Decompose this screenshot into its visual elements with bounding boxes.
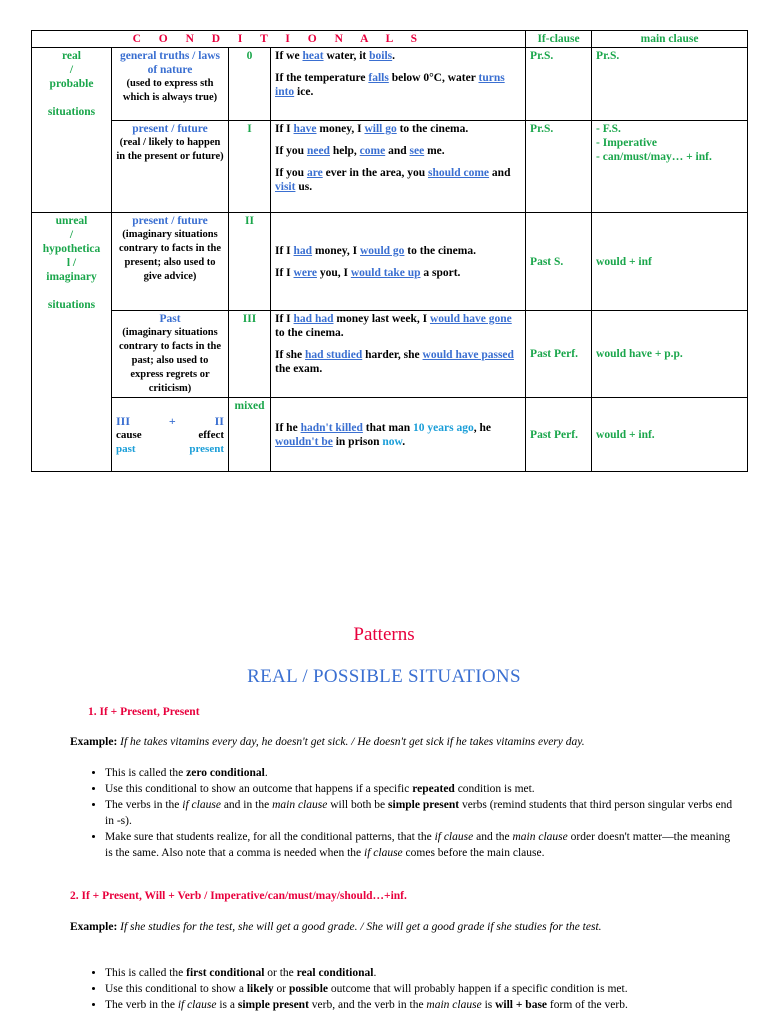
patterns-title: Patterns (353, 624, 415, 645)
table-row (32, 121, 748, 213)
table-header-row (32, 31, 748, 48)
example-sentence: If you need help, come and see me. (275, 145, 445, 157)
example-sentence: If I had had money last week, I would have gone to the cinema. (275, 313, 512, 339)
pattern-2-example: Example: If she studies for the test, she will get a good grade. / She will get a good grade if she studies for the test. (70, 921, 602, 933)
conditional-type: III (229, 311, 271, 398)
table-row (32, 398, 748, 472)
example-sentence: If I had money, I would go to the cinema. (275, 244, 476, 257)
category-cell: present / future (real / likely to happen in the present or future) (112, 121, 229, 213)
pattern-1-example: Example: If he takes vitamins every day, he doesn't get sick. / He doesn't get sick if he takes vitamins every day. (70, 736, 585, 748)
example-sentence: If she had studied harder, she would have passed the exam. (275, 349, 514, 375)
bullet-item: • Make sure that students realize, for all the conditional patterns, that the if clause and the main clause order doesn't matter—the meaning is the same. Also note that a comma is needed when the if clause comes before the main clause. (105, 829, 735, 861)
examples-cell (271, 48, 526, 121)
category-cell: general truths / laws of nature (used to express sth which is always true) (112, 48, 229, 121)
real-situations-label: real / probable situations (32, 48, 112, 213)
if-clause-tense: Pr.S. (526, 121, 592, 213)
table-row (32, 48, 748, 121)
table-row (32, 213, 748, 311)
main-clause-tense: would + inf. (592, 398, 748, 472)
pattern-2-bullets (70, 965, 735, 1013)
table-title: C O N D I T I O N A L S (32, 31, 526, 48)
main-clause-tense: - F.S. - Imperative - can/must/may… + inf. (592, 121, 748, 213)
section-subtitle: REAL / POSSIBLE SITUATIONS (247, 666, 521, 687)
conditional-type: II (229, 213, 271, 311)
main-clause-tense: would + inf (592, 213, 748, 311)
conditionals-table (31, 30, 748, 472)
if-clause-tense: Past Perf. (526, 398, 592, 472)
pattern-1-bullets (70, 765, 735, 861)
conditional-type: mixed (229, 398, 271, 472)
example-sentence: If I have money, I will go to the cinema. (275, 123, 469, 135)
pattern-1-heading: 1. If + Present, Present (88, 706, 200, 718)
examples-cell (271, 311, 526, 398)
bullet-item: • Use this conditional to show an outcome that happens if a specific repeated condition is met. (105, 781, 735, 797)
if-clause-header: If-clause (526, 31, 592, 48)
if-clause-tense: Pr.S. (526, 48, 592, 121)
conditional-type: 0 (229, 48, 271, 121)
bullet-item: • This is called the first conditional or the real conditional. (105, 965, 735, 981)
main-clause-tense: Pr.S. (592, 48, 748, 121)
conditional-type: I (229, 121, 271, 213)
example-sentence: If I were you, I would take up a sport. (275, 266, 461, 279)
bullet-item: • Use this conditional to show a likely or possible outcome that will probably happen if a specific condition is met. (105, 981, 735, 997)
category-cell-mixed: III + II cause effect past present (112, 398, 229, 472)
example-sentence: If you are ever in the area, you should come and visit us. (275, 167, 511, 193)
examples-cell (271, 121, 526, 213)
if-clause-tense: Past Perf. (526, 311, 592, 398)
if-clause-tense: Past S. (526, 213, 592, 311)
examples-cell (271, 213, 526, 311)
example-sentence: If we heat water, it boils. (275, 50, 396, 62)
table-row (32, 311, 748, 398)
example-sentence: If he hadn't killed that man 10 years ago, he wouldn't be in prison now. (275, 421, 491, 448)
example-sentence: If the temperature falls below 0°C, water turns into ice. (275, 72, 505, 98)
pattern-2-heading: 2. If + Present, Will + Verb / Imperative/can/must/may/should…+inf. (70, 890, 407, 902)
category-cell: present / future (imaginary situations contrary to facts in the present; also used to give advice) (112, 213, 229, 311)
main-clause-header: main clause (592, 31, 748, 48)
examples-cell (271, 398, 526, 472)
bullet-item: • This is called the zero conditional. (105, 765, 735, 781)
category-cell: Past (imaginary situations contrary to facts in the past; also used to express regrets or criticism) (112, 311, 229, 398)
main-clause-tense: would have + p.p. (592, 311, 748, 398)
bullet-item: • The verbs in the if clause and in the main clause will both be simple present verbs (remind students that third person singular verbs end in -s). (105, 797, 735, 829)
bullet-item: • The verb in the if clause is a simple present verb, and the verb in the main clause is will + base form of the verb. (105, 997, 735, 1013)
unreal-situations-label: unreal / hypothetica l / imaginary situations (32, 213, 112, 472)
